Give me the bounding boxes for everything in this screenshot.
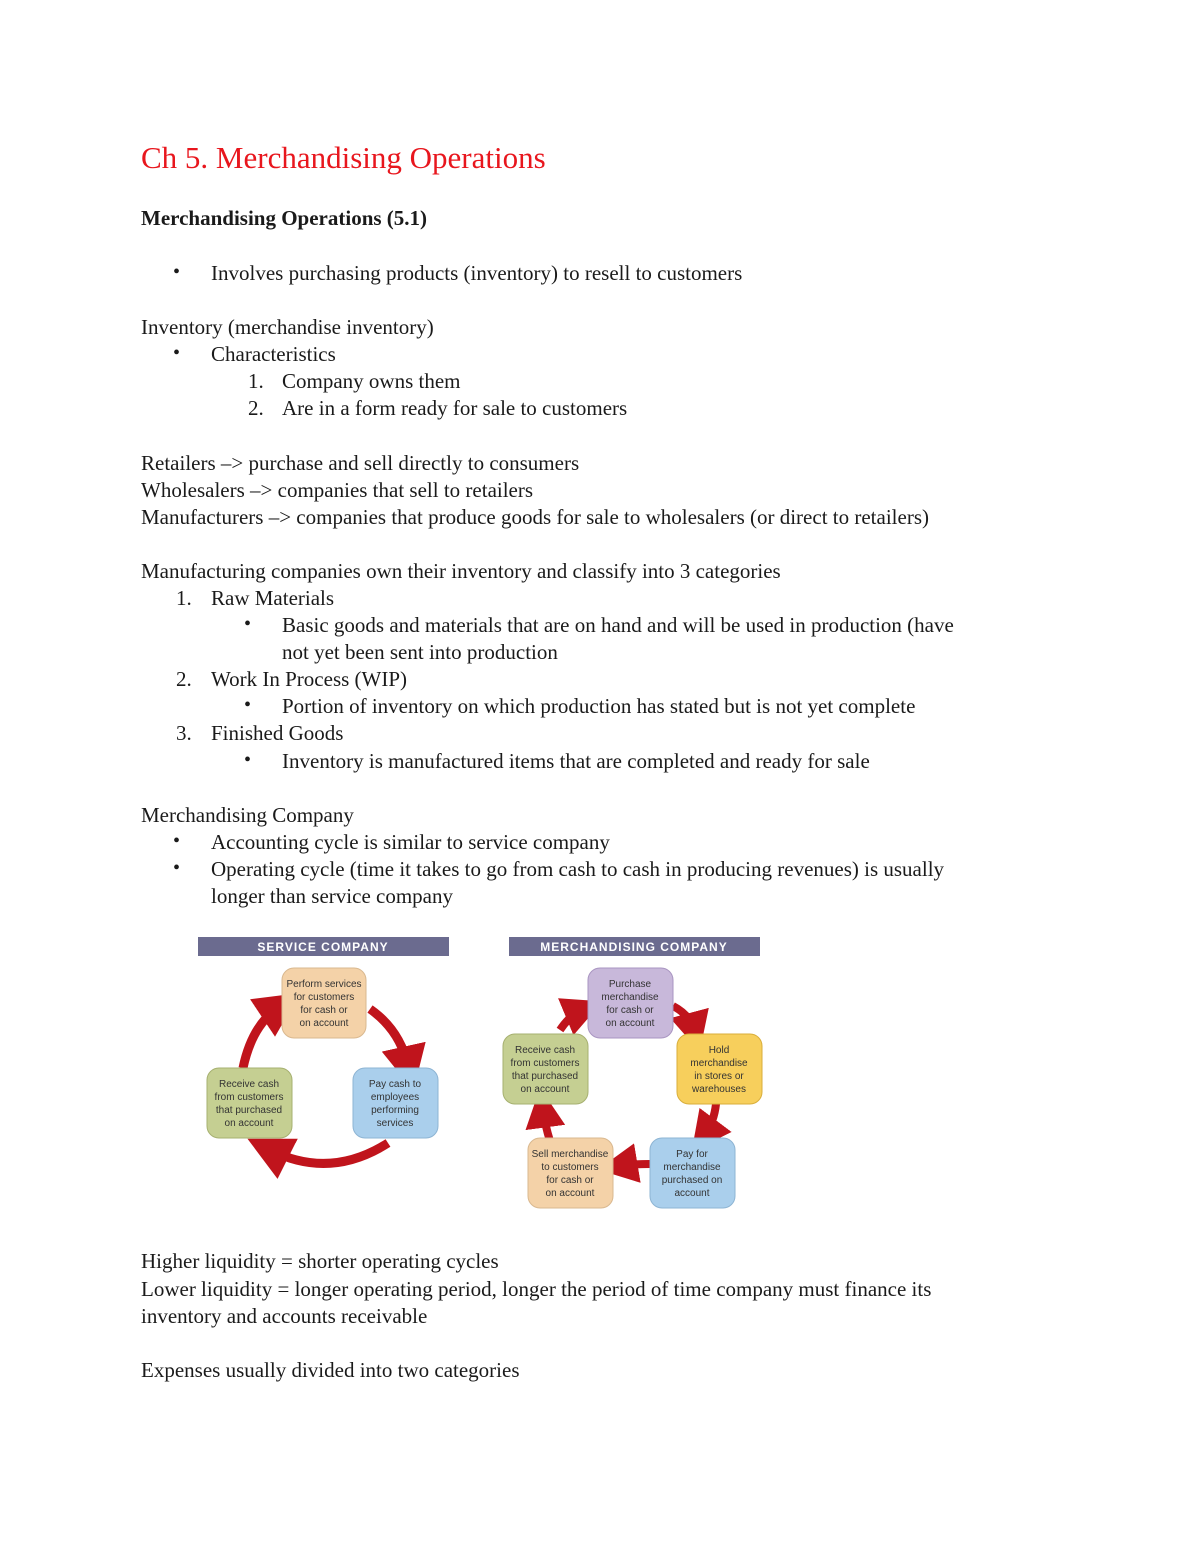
svg-text:from customers: from customers [510, 1058, 580, 1069]
svg-text:employees: employees [370, 1092, 420, 1103]
merch-bullet-text: Operating cycle (time it takes to go from cash to cash in producing revenues) is usually [211, 857, 945, 881]
svg-text:for cash or: for cash or [606, 1005, 654, 1016]
higher-liquidity-line: Higher liquidity = shorter operating cycles [141, 1249, 499, 1273]
cycle-arrow [705, 1104, 716, 1134]
characteristics-label: Characteristics [211, 342, 336, 366]
svg-text:on account: on account [299, 1018, 349, 1029]
category-desc: Portion of inventory on which production has stated but is not yet complete [282, 694, 916, 718]
svg-text:Hold: Hold [708, 1045, 730, 1056]
list-number: 2. [248, 396, 264, 420]
bullet: • [173, 830, 181, 852]
service-box-receive-cash [207, 1068, 292, 1138]
svg-text:purchased on: purchased on [661, 1175, 723, 1186]
list-number: 1. [248, 369, 264, 393]
svg-text:to customers: to customers [541, 1162, 599, 1173]
svg-text:on account: on account [605, 1018, 655, 1029]
list-number: 3. [176, 721, 192, 745]
service-box-perform [282, 968, 366, 1038]
svg-text:that purchased: that purchased [215, 1105, 283, 1116]
svg-text:services: services [376, 1118, 414, 1129]
svg-text:Perform services: Perform services [286, 979, 362, 990]
cycle-arrow [370, 1009, 408, 1066]
bullet: • [173, 342, 181, 364]
svg-text:Receive cash: Receive cash [218, 1079, 280, 1090]
category-desc: Basic goods and materials that are on hand and will be used in production (have [282, 613, 954, 637]
svg-text:for cash or: for cash or [300, 1005, 348, 1016]
svg-text:merchandise: merchandise [663, 1162, 721, 1173]
merch-bullet-text: longer than service company [211, 884, 453, 908]
svg-text:Sell merchandise: Sell merchandise [531, 1149, 609, 1160]
list-number: 2. [176, 667, 192, 691]
wholesalers-line: Wholesalers –> companies that sell to retailers [141, 478, 534, 502]
bullet: • [244, 613, 252, 635]
merch-box-purchase [588, 968, 673, 1038]
svg-text:in stores or: in stores or [694, 1071, 744, 1082]
inventory-heading: Inventory (merchandise inventory) [141, 315, 434, 339]
svg-text:from customers: from customers [214, 1092, 284, 1103]
characteristic-item: Are in a form ready for sale to customers [282, 396, 628, 420]
svg-text:for customers: for customers [293, 992, 355, 1003]
svg-text:Pay for: Pay for [676, 1149, 708, 1160]
category-desc: not yet been sent into production [282, 640, 558, 664]
svg-text:performing: performing [371, 1105, 419, 1116]
svg-text:merchandise: merchandise [690, 1058, 748, 1069]
merch-box-receive-cash [503, 1034, 588, 1104]
svg-text:on account: on account [224, 1118, 274, 1129]
bullet-text-involves: Involves purchasing products (inventory) to resell to customers [211, 261, 743, 285]
merch-bullet-text: Accounting cycle is similar to service company [211, 830, 610, 854]
merch-box-pay-for [650, 1138, 735, 1208]
cycle-arrow [243, 1007, 279, 1068]
bullet: • [244, 694, 252, 716]
cycle-arrow [673, 1006, 694, 1030]
svg-text:merchandise: merchandise [601, 992, 659, 1003]
lower-liquidity-line: Lower liquidity = longer operating period, longer the period of time company must finance its [141, 1277, 932, 1301]
page-title: Ch 5. Merchandising Operations [141, 140, 546, 175]
merch-box-sell [528, 1138, 613, 1208]
list-number: 1. [176, 586, 192, 610]
svg-text:on account: on account [520, 1084, 570, 1095]
category-desc: Inventory is manufactured items that are completed and ready for sale [282, 749, 870, 773]
bullet: • [173, 261, 181, 283]
cycle-arrow [560, 1010, 582, 1030]
category-label: Work In Process (WIP) [211, 667, 408, 691]
expenses-line: Expenses usually divided into two categories [141, 1358, 520, 1382]
category-label: Finished Goods [211, 721, 344, 745]
manufacturing-intro: Manufacturing companies own their inventory and classify into 3 categories [141, 559, 781, 583]
lower-liquidity-line: inventory and accounts receivable [141, 1304, 428, 1328]
section-heading: Merchandising Operations (5.1) [141, 206, 428, 230]
svg-text:on account: on account [545, 1188, 595, 1199]
svg-text:for cash or: for cash or [546, 1175, 594, 1186]
svg-text:Purchase: Purchase [608, 979, 652, 990]
characteristic-item: Company owns them [282, 369, 461, 393]
svg-text:Pay cash to: Pay cash to [368, 1079, 422, 1090]
service-box-pay-cash [353, 1068, 438, 1138]
svg-text:account: account [674, 1188, 710, 1199]
svg-text:warehouses: warehouses [692, 1084, 746, 1095]
svg-text:that purchased: that purchased [511, 1071, 579, 1082]
cycle-arrow [620, 1164, 650, 1166]
service-header-title: SERVICE COMPANY [257, 940, 389, 954]
bullet: • [173, 857, 181, 879]
merch-company-heading: Merchandising Company [141, 803, 354, 827]
cycle-arrow [270, 1143, 388, 1163]
merch-header-title: MERCHANDISING COMPANY [540, 940, 728, 954]
svg-text:Receive cash: Receive cash [514, 1045, 576, 1056]
cycle-arrow [543, 1110, 550, 1141]
merch-box-hold [677, 1034, 762, 1104]
manufacturers-line: Manufacturers –> companies that produce goods for sale to wholesalers (or direct to retailers) [141, 505, 929, 529]
category-label: Raw Materials [211, 586, 335, 610]
retailers-line: Retailers –> purchase and sell directly to consumers [141, 451, 580, 475]
bullet: • [244, 749, 252, 771]
